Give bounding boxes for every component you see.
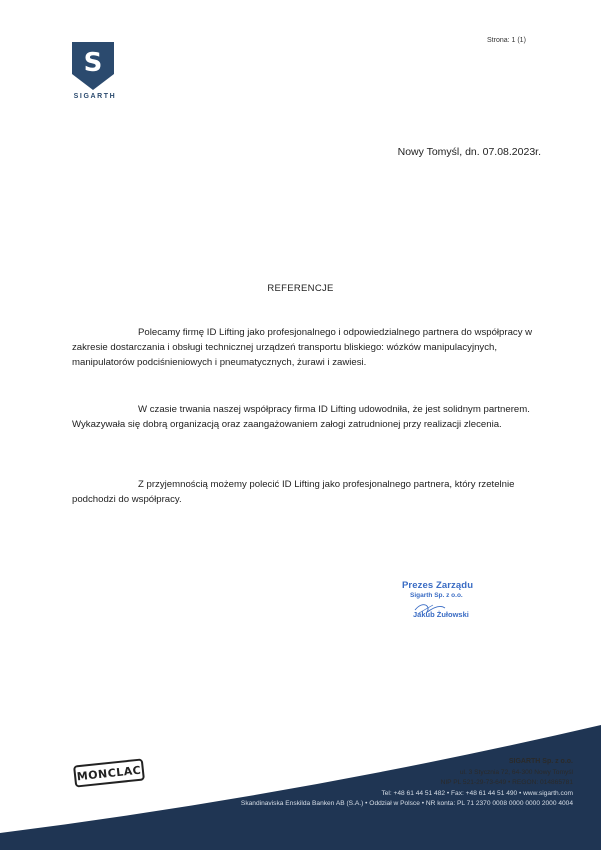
page-indicator: Strona: 1 (1)	[487, 37, 526, 44]
date-line: Nowy Tomyśl, dn. 07.08.2023r.	[397, 146, 541, 158]
signature-title: Prezes Zarządu	[402, 580, 474, 591]
signature-name: Jakub Żułowski	[413, 610, 469, 619]
footer-contact: Tel: +48 61 44 51 482 • Fax: +48 61 44 51 490 • www.sigarth.com	[381, 789, 573, 797]
signature-company: Sigarth Sp. z o.o.	[410, 592, 463, 599]
paragraph-2: W czasie trwania naszej współpracy firma ID Lifting udowodniła, że jest solidnym partnerem. Wykazywała się dobrą organizacją oraz zaangażowaniem załogi zatrudnionej przy realizacji zlecenia.	[72, 404, 530, 430]
footer-registry: NIP PL 521-29-73-649 • REGON: 014865781	[440, 779, 573, 786]
paragraph-1: Polecamy firmę ID Lifting jako profesjonalnego i odpowiedzialnego partnera do współpracy w zakresie dostarczania i obsługi technicznej urządzeń transportu bliskiego: wózków manipulacyjnych, manipulatorów podciśnieniowych i pneumatycznych, żurawi i zawiesi.	[72, 327, 533, 368]
footer-address: ul. 3 Stycznia 72, 64-300 Nowy Tomyśl	[459, 768, 573, 776]
footer-bank: Skandinaviska Enskilda Banken AB (S.A.) • Oddział w Polsce • NR konta: PL 71 2370 0008 0000 0000 2000 4004	[240, 800, 573, 807]
monclac-logo: MONCLAC	[73, 758, 145, 787]
brand-name: SIGARTH	[73, 93, 117, 100]
paragraph-3: Z przyjemnością możemy polecić ID Lifting jako profesjonalnego partnera, który rzetelnie podchodzi do współpracy.	[72, 479, 515, 505]
logo-glyph: S	[83, 48, 103, 78]
shield-icon	[68, 40, 118, 92]
document-title: REFERENCJE	[267, 283, 334, 294]
sigarth-logo	[68, 40, 118, 92]
footer-company-info	[241, 757, 573, 810]
footer-company-name: SIGARTH Sp. z o.o.	[508, 758, 573, 765]
